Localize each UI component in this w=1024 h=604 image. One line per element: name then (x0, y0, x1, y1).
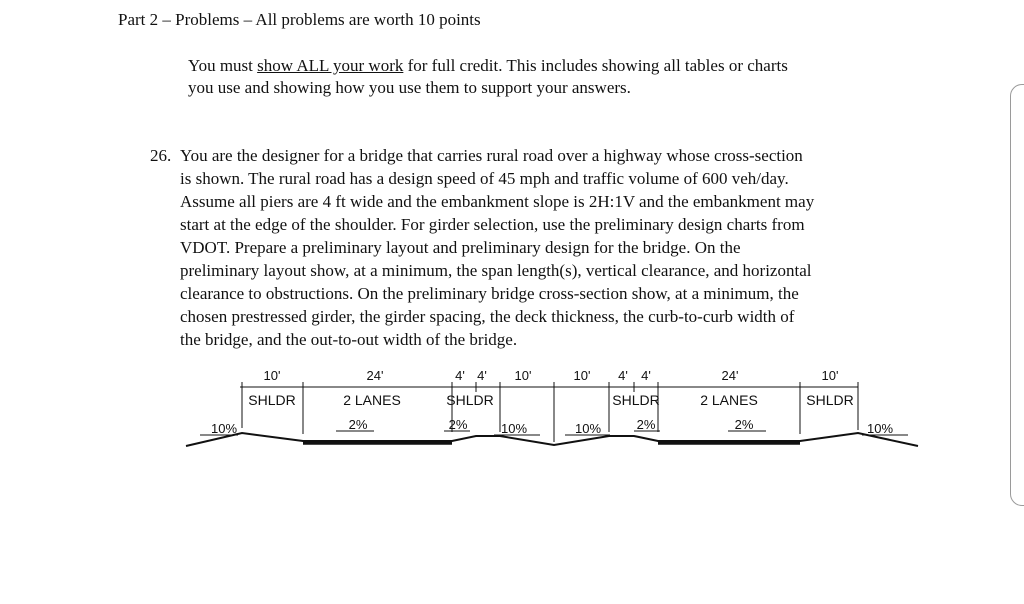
instructions-line-2: you use and showing how you use them to support your answers. (188, 78, 631, 97)
lane-label: 2 LANES (700, 392, 758, 408)
slope-label: 2% (636, 417, 656, 432)
dim-label: 10' (573, 368, 591, 383)
dim-label: 24' (366, 368, 384, 383)
problem-line: is shown. The rural road has a design speed of 45 mph and traffic volume of 600 veh/day. (180, 169, 789, 188)
slope-label: 10% (210, 421, 238, 436)
instructions-post: for full credit. This includes showing all tables or charts (403, 56, 788, 75)
dim-label: 10' (821, 368, 839, 383)
problem-line: start at the edge of the shoulder. For girder selection, use the preliminary design charts from (180, 215, 805, 234)
problem-number: 26. (150, 146, 172, 165)
lane-label: SHLDR (612, 392, 660, 408)
lane-label: SHLDR (806, 392, 854, 408)
dim-label: 4' (618, 368, 628, 383)
dim-label: 4' (477, 368, 487, 383)
problem-line: Assume all piers are 4 ft wide and the embankment slope is 2H:1V and the embankment may (180, 192, 815, 211)
slope-label: 10% (866, 421, 894, 436)
ground-profile (186, 433, 918, 446)
problem-line: preliminary layout show, at a minimum, the span length(s), vertical clearance, and horizontal (180, 261, 812, 280)
problem-line: You are the designer for a bridge that carries rural road over a highway whose cross-section (180, 146, 803, 165)
slope-label: 10% (574, 421, 602, 436)
slope-label: 2% (734, 417, 754, 432)
problem-line: chosen prestressed girder, the girder spacing, the deck thickness, the curb-to-curb width of (180, 307, 795, 326)
dim-label: 24' (721, 368, 739, 383)
dim-label: 10' (514, 368, 532, 383)
instructions-underlined: show ALL your work (257, 56, 404, 75)
dim-label: 4' (641, 368, 651, 383)
lane-label: SHLDR (248, 392, 296, 408)
dim-label: 10' (263, 368, 281, 383)
instructions-pre: You must (188, 56, 258, 75)
slope-label: 2% (448, 417, 468, 432)
problem-line: clearance to obstructions. On the preliminary bridge cross-section show, at a minimum, the (180, 284, 799, 303)
part-title: Part 2 – Problems – All problems are worth 10 points (118, 10, 481, 29)
problem-line: the bridge, and the out-to-out width of the bridge. (180, 330, 518, 349)
lane-label: SHLDR (446, 392, 494, 408)
slope-label: 10% (500, 421, 528, 436)
problem-line: VDOT. Prepare a preliminary layout and preliminary design for the bridge. On the (180, 238, 741, 257)
lane-label: 2 LANES (343, 392, 401, 408)
dim-label: 4' (455, 368, 465, 383)
pier-lines (242, 388, 858, 442)
slope-label: 2% (348, 417, 368, 432)
